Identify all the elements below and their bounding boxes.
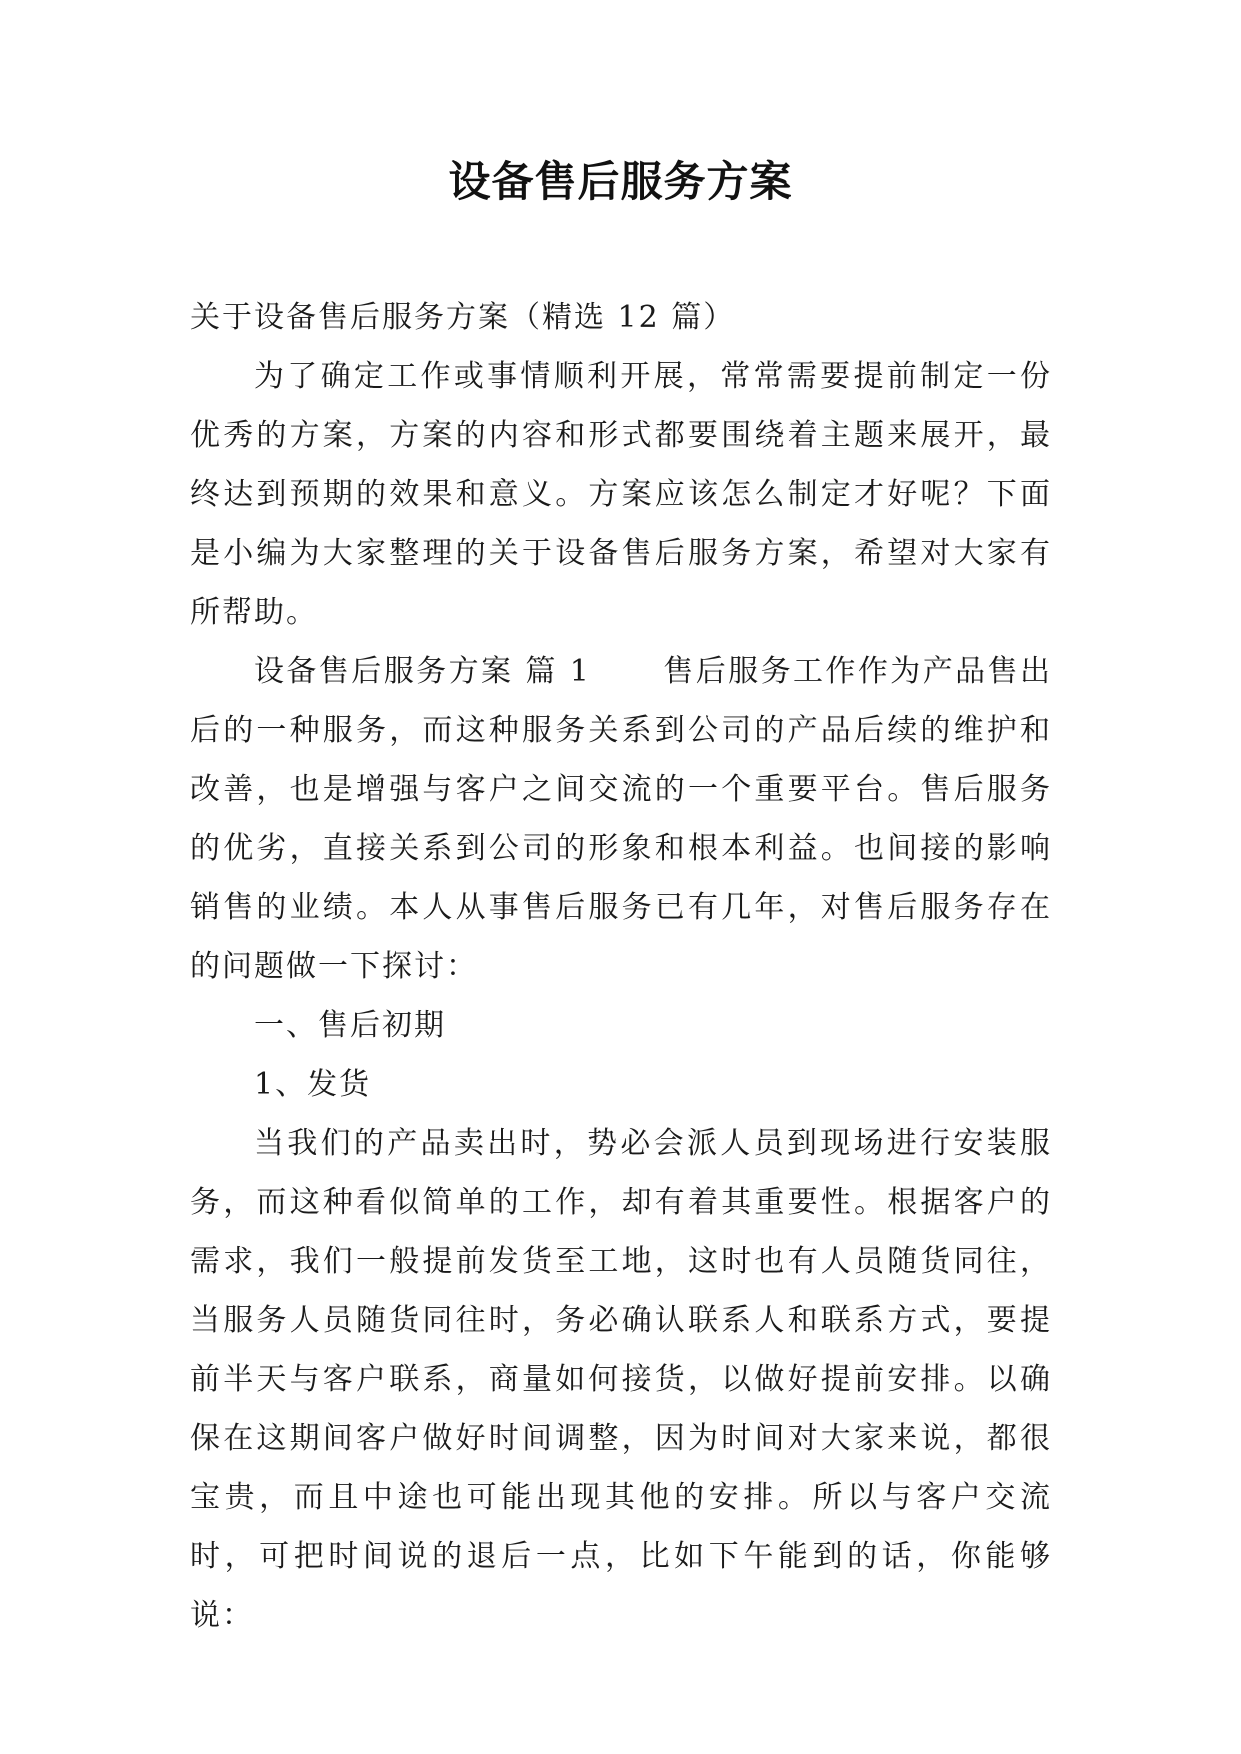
- document-subtitle: 关于设备售后服务方案（精选 12 篇）: [190, 300, 736, 335]
- heading-level-2: 1、发货: [254, 1067, 372, 1102]
- intro-paragraph: 为了确定工作或事情顺利开展，常常需要提前制定一份优秀的方案，方案的内容和形式都要围绕着主题来展开，最终达到预期的效果和意义。方案应该怎么制定才好呢？下面是小编为大家整理的关于设备售后服务方案，希望对大家有所帮助。: [190, 359, 1052, 630]
- section-1-text: 售后服务工作作为产品售出后的一种服务，而这种服务关系到公司的产品后续的维护和改善，也是增强与客户之间交流的一个重要平台。售后服务的优劣，直接关系到公司的形象和根本利益。也间接的影响销售的业绩。本人从事售后服务已有几年，对售后服务存在的问题做一下探讨：: [190, 654, 1052, 984]
- body-paragraph: 当我们的产品卖出时，势必会派人员到现场进行安装服务，而这种看似简单的工作，却有着其重要性。根据客户的需求，我们一般提前发货至工地，这时也有人员随货同往，当服务人员随货同往时，务必确认联系人和联系方式，要提前半天与客户联系，商量如何接货，以做好提前安排。以确保在这期间客户做好时间调整，因为时间对大家来说，都很宝贵，而且中途也可能出现其他的安排。所以与客户交流时，可把时间说的退后一点，比如下午能到的话，你能够说：: [190, 1126, 1052, 1633]
- section-1-paragraph: [190, 642, 1052, 996]
- document-body: [190, 288, 1052, 1645]
- heading-level-1: 一、售后初期: [254, 1008, 446, 1043]
- document-title: 设备售后服务方案: [448, 157, 793, 206]
- section-1-label: 设备售后服务方案 篇 1: [254, 654, 591, 689]
